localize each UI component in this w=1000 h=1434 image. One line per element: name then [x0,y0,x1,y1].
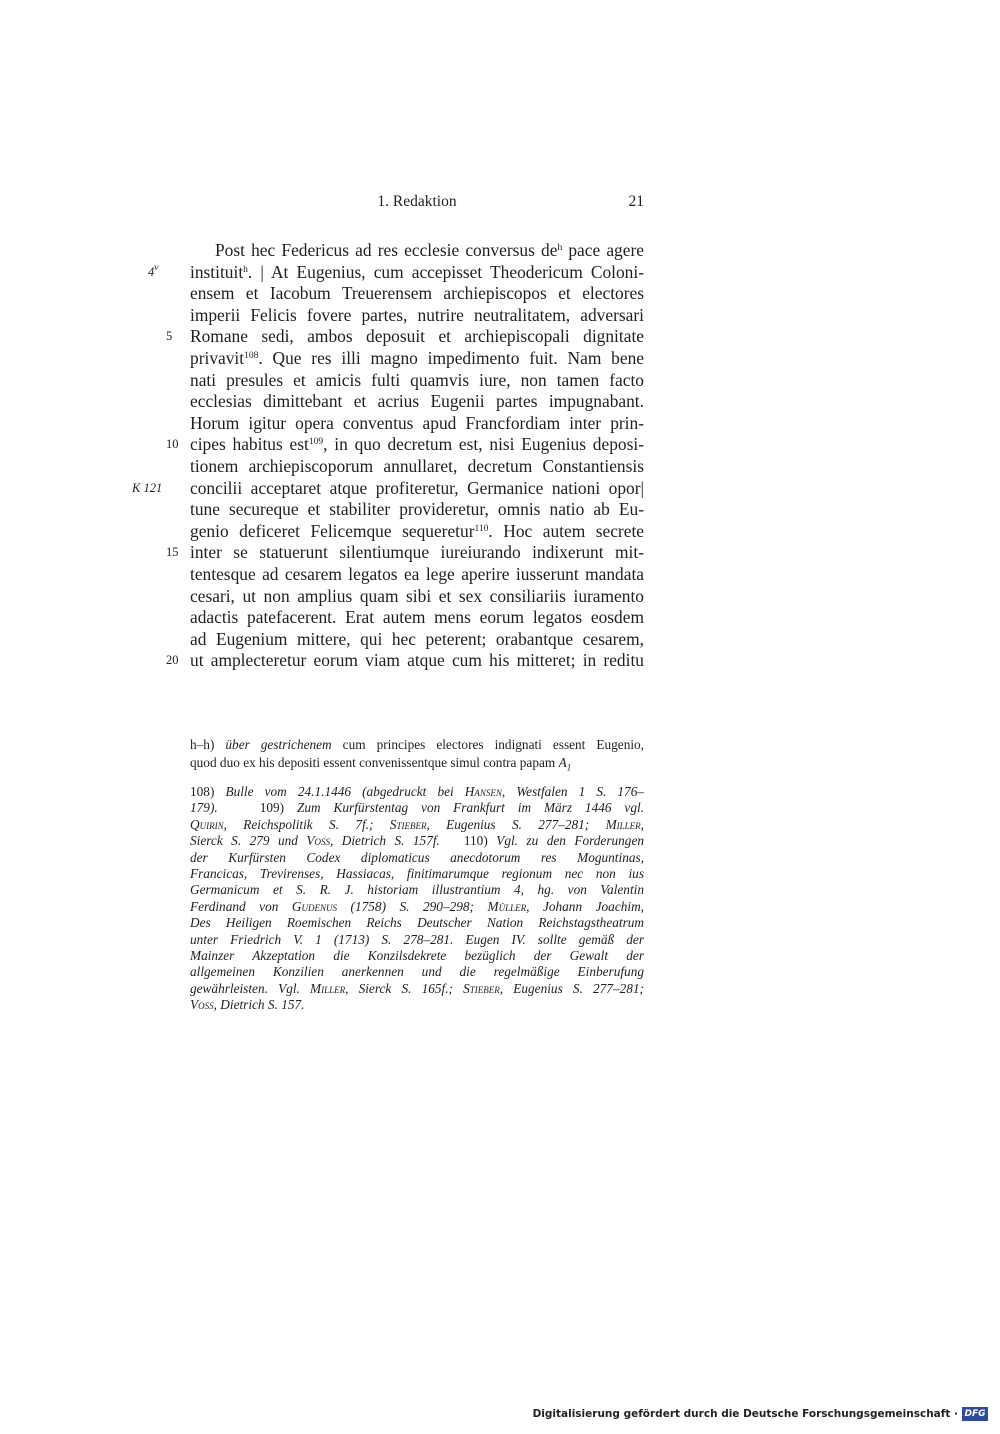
folio-note: 4$^v$ [148,262,159,279]
text-line: 5 Romane sedi, ambos deposuit et archiepiscopali dignitate [166,326,644,347]
text-line: 10 cipes habitus est$^{109}$, in quo decretum est, nisi Eugenius deposi- [166,434,645,455]
text-line: nati presules et amicis fulti quamvis iure, non tamen facto [190,369,644,390]
footnote-line: Quirin, Reichspolitik S. 7f.; Stieber, Eugenius S. 277–281; Miller, [190,816,644,832]
footnote-line: Mainzer Akzeptation die Konzilsdekrete bezüglich der Gewalt der [190,947,644,963]
footnote-line: Germanicum et S. R. J. historiam illustrantium 4, hg. von Valentin [190,882,644,898]
text-line: 20 ut amplecteretur eorum viam atque cum his mitteret; in reditu [166,650,644,671]
footnote-line: Francicas, Trevirenses, Hassiacas, finitimarumque regionum nec non ius [190,865,644,881]
apparatus-mark: h [243,264,248,275]
footnote-line: 108) Bulle vom 24.1.1446 (abgedruckt bei Hansen, Westfalen 1 S. 176– [190,784,644,799]
footnote-line: 179). 109) Zum Kurfürstentag von Frankfurt im März 1446 vgl. [190,800,644,816]
critical-apparatus [190,736,644,771]
text-line: adactis patefacerent. Erat autem mens eorum legatos eosdem [190,607,644,628]
text-line: privavit$^{108}$. Que res illi magno impedimento fuit. Nam bene [190,347,644,368]
apparatus-line: quod duo ex his depositi essent convenissentque simul contra papam $A_1$ [190,754,572,773]
k-reference-note: K 121 [132,480,163,495]
text-line: tune secureque et stabiliter provideretur, omnis natio ab Eu- [190,499,644,520]
text-line: ensem et Iacobum Treuerensem archiepiscopos et electores [190,283,644,304]
footnote-ref: 109 [308,437,324,448]
line-number: 20 [166,653,179,668]
footnote-line: Des Heiligen Roemischen Reichs Deutscher Nation Reichstagstheatrum [190,915,644,931]
footnote-line: allgemeinen Konzilien anerkennen und die regelmäßige Einberufung [190,964,644,980]
text-line: K 121 concilii acceptaret atque profiteretur, Germanice nationi opor| [132,477,644,498]
apparatus-line: h–h) über gestrichenem cum principes electores indignati essent Eugenio, [190,737,645,752]
footnote-line: Ferdinand von Gudenus (1758) S. 290–298; Müller, Johann Joachim, [190,898,644,914]
page-number: 21 [628,193,644,210]
footnote-line: der Kurfürsten Codex diplomaticus anecdotorum res Moguntinas, [190,849,644,865]
text-line: tentesque ad cesarem legatos ea lege aperire iusserunt mandata [190,563,644,584]
text-line: cesari, ut non amplius quam sibi et sex consiliariis iuramento [190,585,644,606]
dfg-funding-footer [533,1406,988,1422]
text-line: Post hec Federicus ad res ecclesie conversus $de^h$ pace agere [215,240,644,260]
text-line: ad Eugenium mittere, qui hec peterent; orabantque cesarem, [190,628,644,649]
main-text [132,240,645,672]
text-line: tionem archiepiscoporum annullaret, decretum Constantiensis [190,455,644,476]
footnote-ref: 110 [474,523,489,534]
footnote-line: unter Friedrich V. 1 (1713) S. 278–281. Eugen IV. sollte gemäß der [190,931,644,947]
dfg-logo: DFG [962,1407,988,1421]
footnote-ref: 108 [244,350,259,361]
footnote-line: gewährleisten. Vgl. Miller, Sierck S. 165f.; Stieber, Eugenius S. 277–281; [190,980,644,996]
text-line: imperii Felicis fovere partes, nutrire neutralitatem, adversari [190,304,644,325]
footnote-line: Voss, Dietrich S. 157. [190,997,305,1013]
text-line: ecclesias dimittebant et acrius Eugenii partes impugnabant. [190,391,644,412]
line-number: 10 [166,437,179,452]
apparatus-mark: h [557,243,563,253]
text-line: 15 inter se statuerunt silentiumque iureiurando indixerunt mit- [166,542,644,563]
text-line: Horum igitur opera conventus apud Francfordiam inter prin- [190,412,644,433]
text-line: genio deficeret Felicemque sequeretur$^{110}$. Hoc autem secrete [190,520,644,541]
text-line: 4$^v$ instituit$^h$. | At Eugenius, cum accepisset Theodericum Coloni- [148,261,644,282]
line-number: 15 [166,545,179,560]
running-head-title: 1. Redaktion [377,193,457,210]
footnote-line: Sierck S. 279 und Voss, Dietrich S. 157f. 110) Vgl. zu den Forderungen [190,833,644,849]
funding-text: Digitalisierung gefördert durch die Deutsche Forschungsgemeinschaft · [532,1408,958,1420]
running-head [190,193,644,215]
line-number: 5 [166,329,173,344]
footnotes [190,784,644,1013]
